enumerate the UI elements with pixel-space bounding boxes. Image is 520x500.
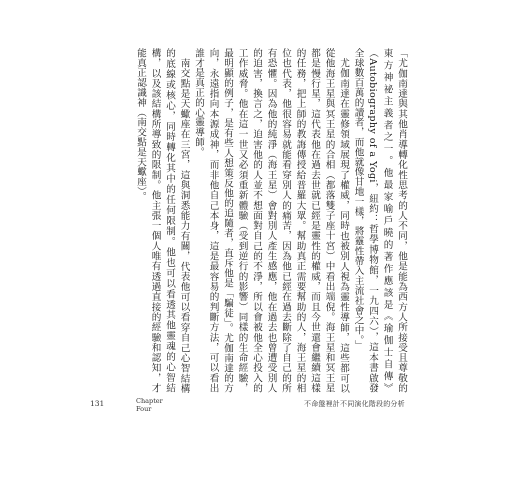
page-number: 131 [90, 399, 105, 408]
chapter-label-line: Four [136, 405, 152, 413]
body-paragraph: 尤伽南達在靈修領域展現了權威，同時也被別人視為靈性導師，這些都可以從他海王星與冥王星的合相（都落雙子座十宮）中看出端倪。海王星和冥王星都是慢行星，這代表他在過去世就已經是靈性的權威，而且今世還會繼續這樣的任務，把上師的教誨傳授給普羅大眾。幫助真正需要幫助的人，海王星的相位也代表，他很容易就能看穿別人的痛苦，因為他已經在過去斷除了自己的所有恐懼。因為他的純淨（海王星）會對別人產生感應，他在過去也曾遭受別人的迫害，換言之，迫害他的人並不想面對自己的不淨，所以會被他全心投入的工作威脅。他在這一世又必須重新體驗（受到逆行的影響）同樣的生命經驗，最明顯的例子，是有些人想策反他的追隨者，直斥他是「騙徒」。尤伽南達的方向，永遠指向本源成神，而非他自己本身，這是最容易的判斷方法，可以看出誰才是真正的心靈導師。 [193, 48, 349, 393]
running-head: 不命盤裡計不同演化階段的分析 [304, 400, 405, 408]
quote-paragraph: 「尤伽南達與其他肖導轉化性思考的人不同，他是能為西方人所接受且尊敬的東方神祕主義者之一。他最家喻戶曉的著作應該是《瑜伽士自傳》（Autobiography of a Yogi，紐約：哲學博物館，一九四六），這本書啟發全球數百萬的讀者，而他就像甘地一樣，將靈性帶入主流社會之中。」 [352, 48, 407, 393]
chapter-label-line: Chapter [136, 397, 163, 405]
body-paragraph: 南交點是天蠍座在三宮，這與洞悉能力有關，代表他可以看穿自己心智結構的底線或核心，同時轉化其中的任何限制。他也可以看透其他靈魂的心智結構，以及該結構所導致的限制。他主張一個人唯有透過直接的經驗和認知，才能真正認識神（南交點是天蠍座）。 [135, 48, 190, 393]
body-text [117, 48, 408, 393]
chapter-label [136, 397, 163, 413]
